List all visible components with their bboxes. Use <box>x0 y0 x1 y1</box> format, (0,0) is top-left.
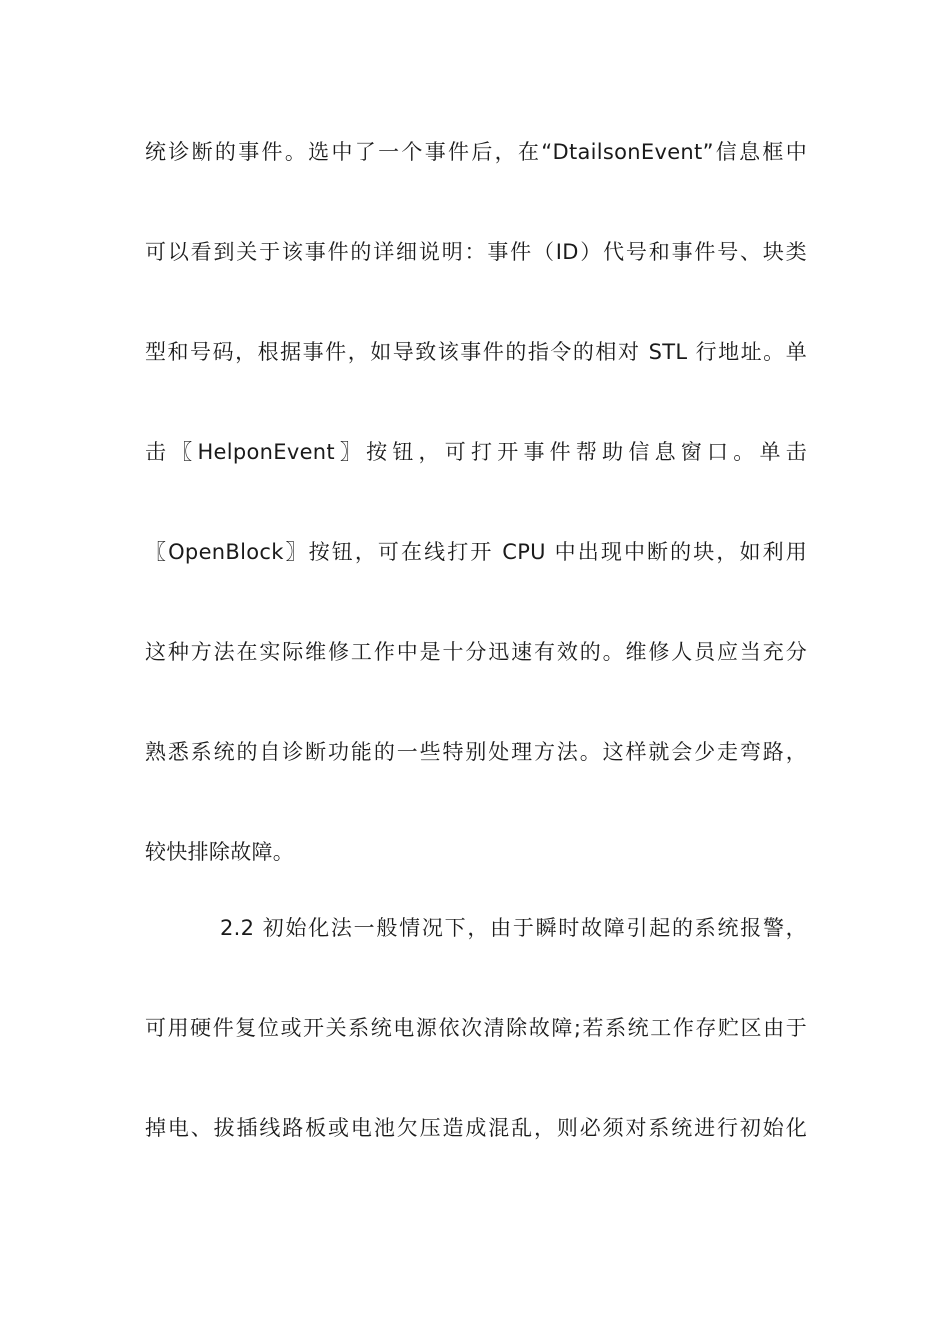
paragraph-line-11: 掉电、拔插线路板或电池欠压造成混乱，则必须对系统进行初始化 <box>145 1116 807 1140</box>
paragraph-line-10: 可用硬件复位或开关系统电源依次清除故障;若系统工作存贮区由于 <box>145 1016 807 1040</box>
paragraph-line-1: 统诊断的事件。选中了一个事件后，在“DtailsonEvent”信息框中 <box>145 140 807 164</box>
paragraph-line-6: 这种方法在实际维修工作中是十分迅速有效的。维修人员应当充分 <box>145 640 807 664</box>
paragraph-line-5: 〖OpenBlock〗按钮，可在线打开 CPU 中出现中断的块，如利用 <box>145 540 807 564</box>
paragraph-line-3: 型和号码，根据事件，如导致该事件的指令的相对 STL 行地址。单 <box>145 340 807 364</box>
section-heading-line: 2.2 初始化法一般情况下，由于瞬时故障引起的系统报警， <box>220 916 807 940</box>
paragraph-line-4: 击〖HelponEvent〗按钮，可打开事件帮助信息窗口。单击 <box>145 440 807 464</box>
paragraph-line-2: 可以看到关于该事件的详细说明：事件（ID）代号和事件号、块类 <box>145 240 807 264</box>
paragraph-line-7: 熟悉系统的自诊断功能的一些特别处理方法。这样就会少走弯路， <box>145 740 807 764</box>
paragraph-line-8: 较快排除故障。 <box>145 840 295 864</box>
